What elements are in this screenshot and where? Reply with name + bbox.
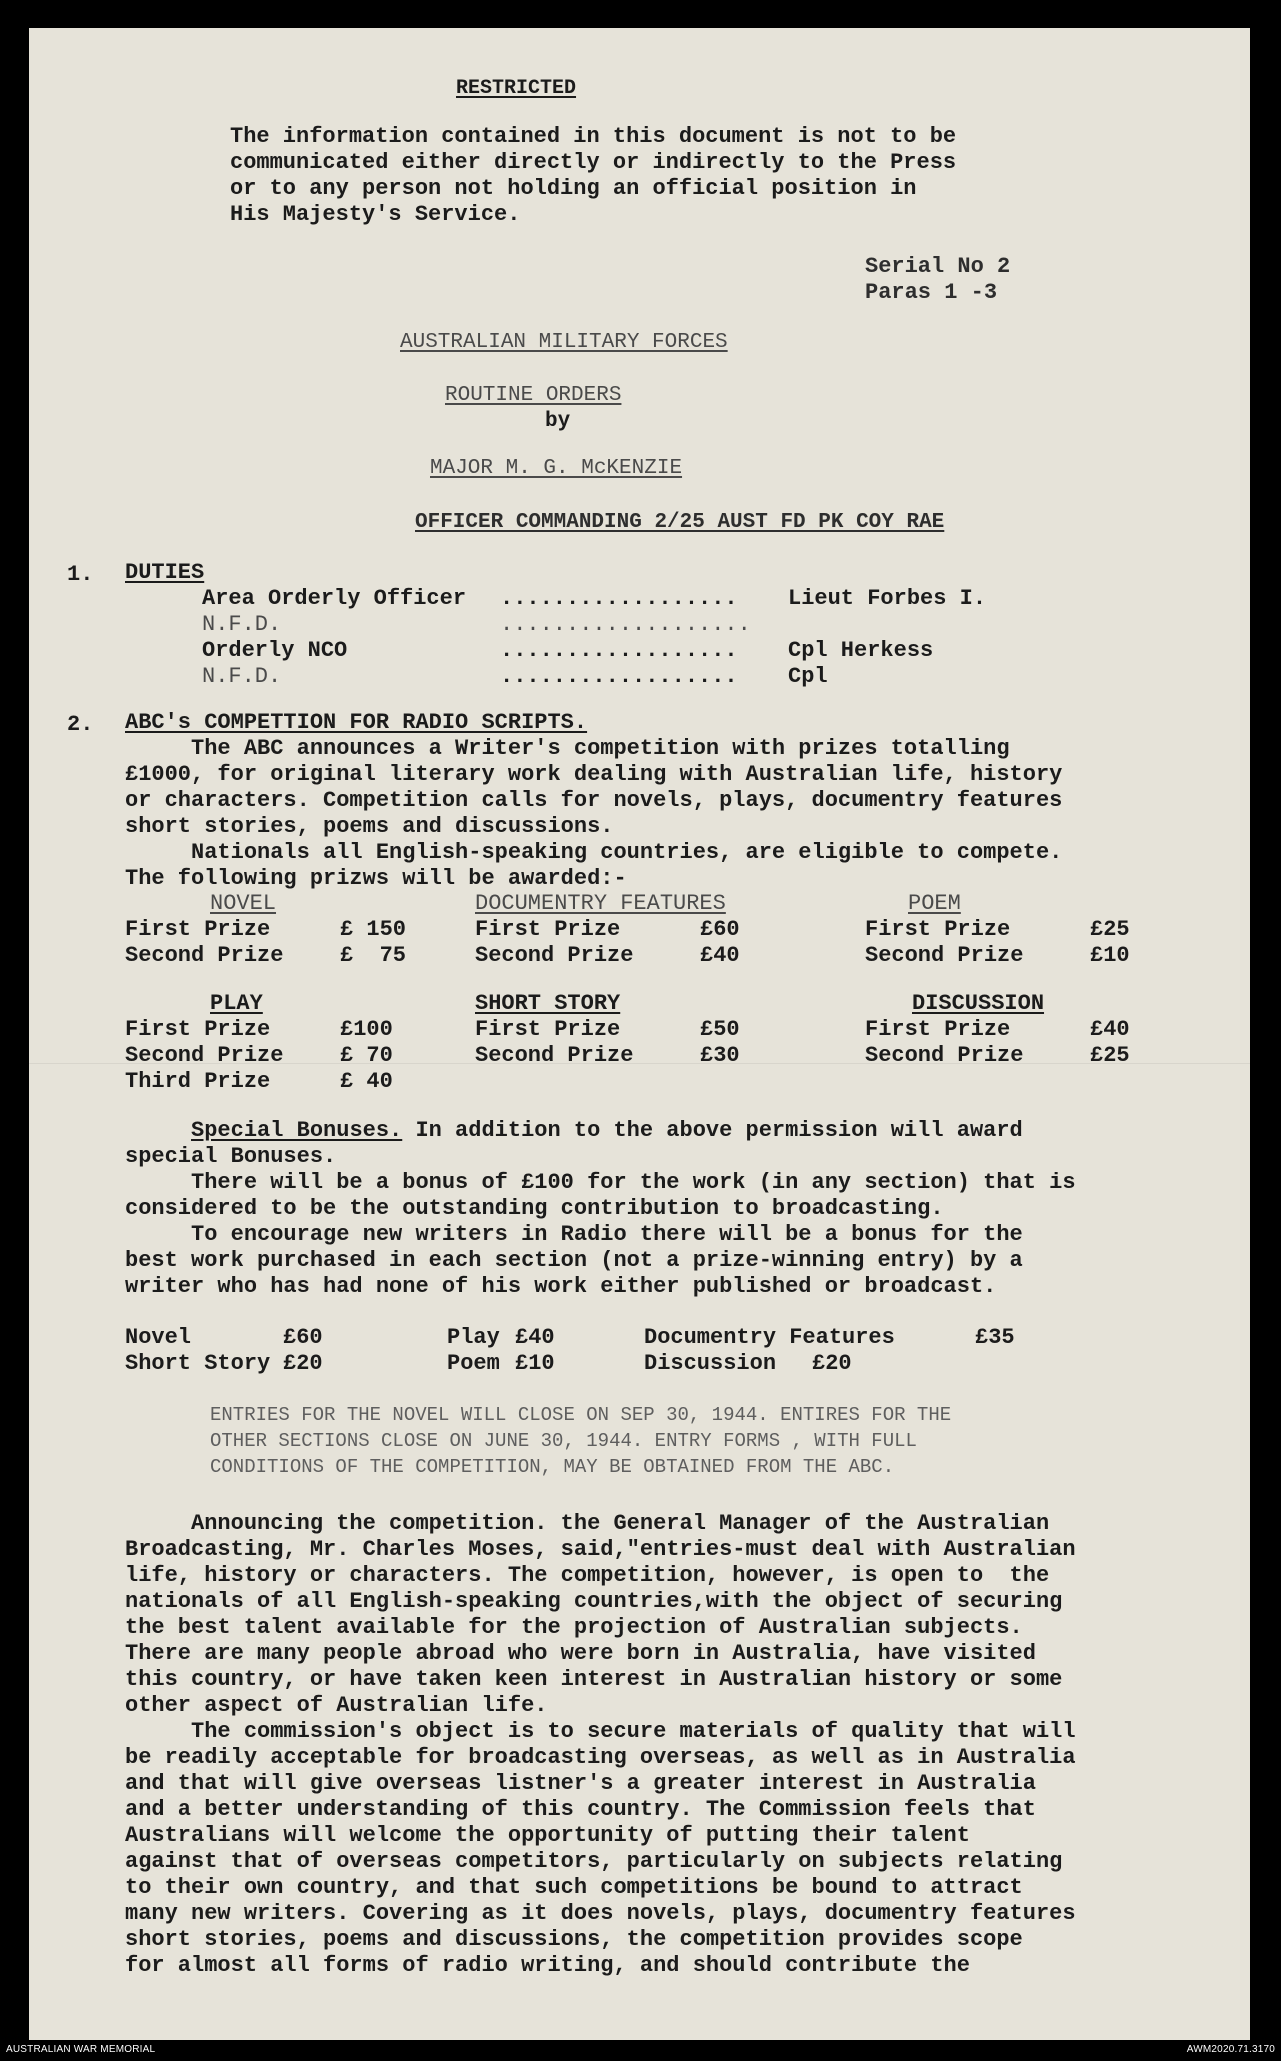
intro-line: £1000, for original literary work dealing with Australian life, history	[125, 762, 1063, 787]
bonus-category: Short Story	[125, 1351, 271, 1376]
bonus-category: Novel	[125, 1325, 192, 1350]
duty-role: Orderly NCO	[202, 638, 348, 663]
bonus-line: considered to be the outstanding contribution to broadcasting.	[125, 1196, 944, 1221]
prize-label: First Prize	[475, 1017, 621, 1042]
prize-label: Second Prize	[865, 943, 1024, 968]
bonus-category: Play	[447, 1325, 500, 1350]
prize-label: Second Prize	[865, 1043, 1024, 1068]
prize-amount: £ 75	[340, 943, 407, 968]
announcement-line: other aspect of Australian life.	[125, 1693, 548, 1718]
announcement-line: against that of overseas competitors, particularly on subjects relating	[125, 1849, 1063, 1874]
entries-line: ENTRIES FOR THE NOVEL WILL CLOSE ON SEP 30, 1944. ENTIRES FOR THE	[210, 1404, 952, 1426]
announcement-line: The commission's object is to secure materials of quality that will	[125, 1719, 1076, 1744]
prize-amount: £30	[700, 1043, 740, 1068]
major-name: MAJOR M. G. McKENZIE	[430, 457, 683, 480]
announcement-line: and a better understanding of this country. The Commission feels that	[125, 1797, 1036, 1822]
bonus-line: best work purchased in each section (not a prize-winning entry) by a	[125, 1248, 1023, 1273]
entries-line: CONDITIONS OF THE COMPETITION, MAY BE OBTAINED FROM THE ABC.	[210, 1456, 895, 1478]
bonus-amount: £35	[975, 1325, 1015, 1350]
bonus-first-line	[125, 1118, 1023, 1144]
announcement-line: short stories, poems and discussions, the competition provides scope	[125, 1927, 1023, 1952]
entries-line: OTHER SECTIONS CLOSE ON JUNE 30, 1944. ENTRY FORMS , WITH FULL	[210, 1430, 917, 1452]
prize-label: Second Prize	[475, 1043, 634, 1068]
bonus-amount: £20	[283, 1351, 323, 1376]
announcement-line: nationals of all English-speaking countries,with the object of securing	[125, 1589, 1063, 1614]
prize-label: Second Prize	[475, 943, 634, 968]
officer-title: OFFICER COMMANDING 2/25 AUST FD PK COY RAE	[415, 511, 945, 534]
intro-line: The ABC announces a Writer's competition with prizes totalling	[125, 736, 1010, 761]
prize-amount: £ 40	[340, 1069, 393, 1094]
prize-amount: £10	[1090, 943, 1130, 968]
competition-heading: ABC's COMPETTION FOR RADIO SCRIPTS.	[125, 710, 588, 735]
prize-group-title: NOVEL	[210, 891, 277, 916]
paras-number: Paras 1 -3	[865, 280, 998, 305]
prize-amount: £60	[700, 917, 740, 942]
footer-accession: AWM2020.71.3170	[1186, 2044, 1275, 2055]
intro-line: Nationals all English-speaking countries, are eligible to compete.	[125, 840, 1063, 865]
duties-heading: DUTIES	[125, 560, 205, 585]
prize-amount: £25	[1090, 917, 1130, 942]
bonus-line: To encourage new writers in Radio there will be a bonus for the	[125, 1222, 1023, 1247]
prize-amount: £100	[340, 1017, 393, 1042]
duties-number: 1.	[67, 562, 94, 587]
announcement-line: for almost all forms of radio writing, and should contribute the	[125, 1953, 970, 1978]
prize-group-title: DOCUMENTRY FEATURES	[475, 891, 726, 916]
prize-amount: £ 70	[340, 1043, 393, 1068]
orders-title: ROUTINE ORDERS	[445, 384, 622, 407]
notice-line-1: The information contained in this document is not to be	[230, 124, 957, 149]
serial-number: Serial No 2	[865, 254, 1011, 279]
announcement-line: and that will give overseas listner's a greater interest in Australia	[125, 1771, 1036, 1796]
bonus-line: special Bonuses.	[125, 1144, 337, 1169]
prize-amount: £ 150	[340, 917, 407, 942]
document-page	[29, 28, 1250, 2040]
bonus-amount: £40	[515, 1325, 555, 1350]
bonus-category: Discussion	[644, 1351, 777, 1376]
duty-role: N.F.D.	[202, 612, 282, 637]
intro-line: The following prizws will be awarded:-	[125, 866, 627, 891]
bonus-amount: £20	[812, 1351, 852, 1376]
duty-role: N.F.D.	[202, 664, 282, 689]
bonus-first-rest: In addition to the above permission will award	[402, 1118, 1023, 1143]
prize-group-title: PLAY	[210, 991, 263, 1016]
announcement-line: this country, or have taken keen interest in Australian history or some	[125, 1667, 1063, 1692]
restricted-heading: RESTRICTED	[456, 77, 577, 100]
prize-amount: £40	[1090, 1017, 1130, 1042]
footer-institution: AUSTRALIAN WAR MEMORIAL	[6, 2044, 156, 2055]
announcement-line: Announcing the competition. the General Manager of the Australian	[125, 1511, 1050, 1536]
prize-group-title: DISCUSSION	[912, 991, 1045, 1016]
announcement-line: There are many people abroad who were born in Australia, have visited	[125, 1641, 1036, 1666]
bonus-category: Poem	[447, 1351, 500, 1376]
bonus-line: There will be a bonus of £100 for the work (in any section) that is	[125, 1170, 1076, 1195]
intro-line: or characters. Competition calls for novels, plays, documentry features	[125, 788, 1063, 813]
announcement-line: life, history or characters. The competition, however, is open to the	[125, 1563, 1050, 1588]
announcement-line: to their own country, and that such competitions be bound to attract	[125, 1875, 1023, 1900]
duty-name: Lieut Forbes I.	[788, 586, 987, 611]
announcement-line: be readily acceptable for broadcasting overseas, as well as in Australia	[125, 1745, 1076, 1770]
prize-group-title: POEM	[908, 891, 961, 916]
prize-group-title: SHORT STORY	[475, 991, 621, 1016]
duty-dots: ...................	[500, 612, 751, 637]
announcement-line: Australians will welcome the opportunity of putting their talent	[125, 1823, 970, 1848]
notice-line-4: His Majesty's Service.	[230, 202, 521, 227]
bonus-amount: £60	[283, 1325, 323, 1350]
prize-label: First Prize	[125, 1017, 271, 1042]
prize-label: Second Prize	[125, 943, 284, 968]
prize-label: First Prize	[865, 1017, 1011, 1042]
notice-line-2: communicated either directly or indirectly to the Press	[230, 150, 957, 175]
announcement-line: the best talent available for the projection of Australian subjects.	[125, 1615, 1023, 1640]
notice-line-3: or to any person not holding an official position in	[230, 176, 917, 201]
announcement-line: Broadcasting, Mr. Charles Moses, said,"entries-must deal with Australian	[125, 1537, 1076, 1562]
intro-line: short stories, poems and discussions.	[125, 814, 614, 839]
archive-footer	[0, 2040, 1281, 2061]
bonus-title: Special Bonuses.	[191, 1118, 403, 1143]
duty-name: Cpl Herkess	[788, 638, 934, 663]
prize-label: First Prize	[865, 917, 1011, 942]
prize-amount: £25	[1090, 1043, 1130, 1068]
duty-name: Cpl	[788, 664, 828, 689]
prize-label: Second Prize	[125, 1043, 284, 1068]
prize-amount: £40	[700, 943, 740, 968]
competition-number: 2.	[67, 712, 94, 737]
prize-label: First Prize	[475, 917, 621, 942]
prize-amount: £50	[700, 1017, 740, 1042]
prize-label: First Prize	[125, 917, 271, 942]
by-line: by	[545, 410, 571, 433]
duty-dots: ..................	[500, 664, 738, 689]
prize-label: Third Prize	[125, 1069, 271, 1094]
bonus-line: writer who has had none of his work either published or broadcast.	[125, 1274, 997, 1299]
announcement-line: many new writers. Covering as it does novels, plays, documentry features	[125, 1901, 1076, 1926]
bonus-amount: £10	[515, 1351, 555, 1376]
duty-role: Area Orderly Officer	[202, 586, 467, 611]
duty-dots: ..................	[500, 586, 738, 611]
duty-dots: ..................	[500, 638, 738, 663]
force-title: AUSTRALIAN MILITARY FORCES	[400, 331, 728, 354]
bonus-category: Documentry Features	[644, 1325, 895, 1350]
